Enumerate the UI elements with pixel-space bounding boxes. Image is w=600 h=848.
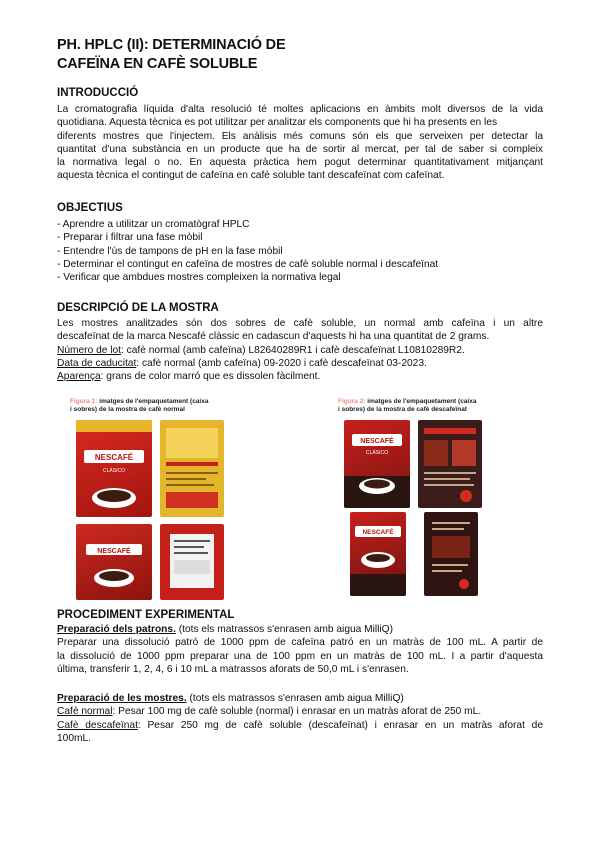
objectius-list xyxy=(57,218,543,284)
decaf-sachet-front-image xyxy=(350,512,406,596)
brand-label: NESCAFÉ xyxy=(94,453,134,462)
mostra-line: Les mostres analitzades són dos sobres de cafè soluble, un normal amb cafeïna i un altre xyxy=(57,318,543,329)
coffee-box-back-image xyxy=(160,420,224,517)
descaf-label: Cafè descafeïnat xyxy=(57,719,138,731)
aparenca-value: : grans de color marró que es dissolen fàcilment. xyxy=(100,371,321,383)
intro-line: aquesta tècnica el contingut de cafeïna en cafè soluble tant descafeïnat com cafeïnat. xyxy=(57,170,445,182)
mostra-paragraph xyxy=(57,317,543,383)
sub-label: CLÁSICO xyxy=(366,450,388,456)
mostres-note: (tots els matrassos s'enrasen amb aigua MilliQ) xyxy=(186,693,404,704)
brand-label: NESCAFÉ xyxy=(97,548,131,555)
normal-value: : Pesar 100 mg de cafè soluble (normal) i enrasar en un matràs aforat de 250 mL. xyxy=(112,706,482,718)
decaf-box-back-image xyxy=(418,420,482,508)
caducitat-label: Data de caducitat xyxy=(57,357,137,369)
decaf-sachet-back-image xyxy=(424,512,478,596)
figure-1-caption-line: i sobres) de la mostra de cafè normal xyxy=(70,406,185,413)
page-title xyxy=(57,36,557,74)
aparenca-line xyxy=(57,370,543,383)
mostres-label: Preparació de les mostres. xyxy=(57,693,187,704)
intro-heading: INTRODUCCIÓ xyxy=(57,87,139,99)
mostres-title-line xyxy=(57,692,543,705)
intro-line: diferents mostres que l'injectem. Els anàlisis més comuns són els que serveixen per detectar la xyxy=(57,130,543,142)
figure-1-caption xyxy=(70,398,208,414)
sub-label: CLÁSICO xyxy=(103,468,125,474)
patrons-title-line xyxy=(57,623,543,636)
caducitat-value: : cafè normal (amb cafeïna) 09-2020 i cafè descafeïnat 03-2023. xyxy=(136,357,427,369)
objectiu-item: - Aprendre a utilitzar un cromatògraf HPLC xyxy=(57,219,250,230)
lot-label: Número de lot xyxy=(57,344,121,356)
intro-paragraph xyxy=(57,103,543,183)
normal-label: Cafè normal xyxy=(57,706,113,718)
procediment-heading: PROCEDIMENT EXPERIMENTAL xyxy=(57,609,235,621)
patrons-note: (tots els matrassos s'enrasen amb aigua MilliQ) xyxy=(175,624,393,635)
caducitat-line xyxy=(57,357,543,370)
decaf-box-front-image xyxy=(344,420,410,508)
descaf-value: : Pesar 250 mg de cafè soluble (descafeïnat) i enrasar en un matràs aforat de xyxy=(137,719,543,731)
intro-line: la normativa legal o no. En aquesta pràctica hem pogut determinar quantitativament mitjançant xyxy=(57,157,543,169)
coffee-sachet-back-image xyxy=(160,524,224,600)
coffee-box-front-image xyxy=(76,420,152,517)
patrons-line: la dissolució de 1000 ppm preparar una de 100 ppm en un matràs de 100 mL. I a partir d'aquesta xyxy=(57,650,543,662)
objectiu-item: - Entendre l'ús de tampons de pH en la fase mòbil xyxy=(57,245,283,257)
normal-line xyxy=(57,705,543,718)
lot-value: : cafè normal (amb cafeïna) L82640289R1 i cafè descafeïnat L10810289R2. xyxy=(121,344,465,356)
title-line-1: PH. HPLC (II): DETERMINACIÓ DE xyxy=(57,37,286,53)
patrons-line: Preparar una dissolució patró de 1000 ppm de cafeïna patró en un matràs de 100 mL. A partir de xyxy=(57,637,543,649)
objectiu-item: - Determinar el contingut en cafeïna de mostres de cafè soluble normal i descafeïnat xyxy=(57,258,439,270)
figure-2-caption xyxy=(338,398,476,414)
figure-2-caption-line: i sobres) de la mostra de cafè descafeïnat xyxy=(338,406,467,413)
mostres-paragraph xyxy=(57,692,543,745)
lot-line xyxy=(57,344,543,357)
patrons-paragraph xyxy=(57,623,543,676)
figure-2-label: Figura 2: xyxy=(338,398,366,405)
objectiu-item: - Preparar i filtrar una fase mòbil xyxy=(57,232,203,244)
patrons-label: Preparació dels patrons. xyxy=(57,624,176,635)
mostra-line: descafeïnat de la marca Nescafé clàssic en cadascun d'aquests hi ha una quantitat de 2 grams. xyxy=(57,331,490,343)
patrons-line: última, transferir 1, 2, 4, 6 i 10 mL a matrassos aforats de 50,0 mL i s'enrasen. xyxy=(57,663,409,675)
objectius-heading: OBJECTIUS xyxy=(57,202,123,214)
title-line-2: CAFEÏNA EN CAFÈ SOLUBLE xyxy=(57,56,258,72)
brand-label: NESCAFÉ xyxy=(362,529,394,536)
descaf-line-2: 100mL. xyxy=(57,732,91,744)
intro-line: La cromatografia líquida d'alta resolució té moltes aplicacions en àmbits molt diversos de la vida xyxy=(57,104,543,115)
coffee-sachet-front-image xyxy=(76,524,152,600)
intro-line: quantitat d'una substància en un producte que ha de sortir al mercat, per tal de saber si compleix xyxy=(57,143,543,155)
figure-1-label: Figura 1: xyxy=(70,398,98,405)
brand-label: NESCAFÉ xyxy=(360,438,394,445)
intro-line: quotidiana. Aquesta tècnica es pot utilitzar per analitzar els components que hi ha presents en les xyxy=(57,117,498,129)
objectiu-item: - Verificar que ambdues mostres compleixen la normativa legal xyxy=(57,272,341,284)
mostra-heading: DESCRIPCIÓ DE LA MOSTRA xyxy=(57,302,219,314)
aparenca-label: Aparença xyxy=(57,371,101,383)
figure-1-caption-line: imatges de l'empaquetament (caixa xyxy=(99,398,209,405)
figure-2-caption-line: imatges de l'empaquetament (caixa xyxy=(367,398,477,405)
descaf-line xyxy=(57,719,543,732)
